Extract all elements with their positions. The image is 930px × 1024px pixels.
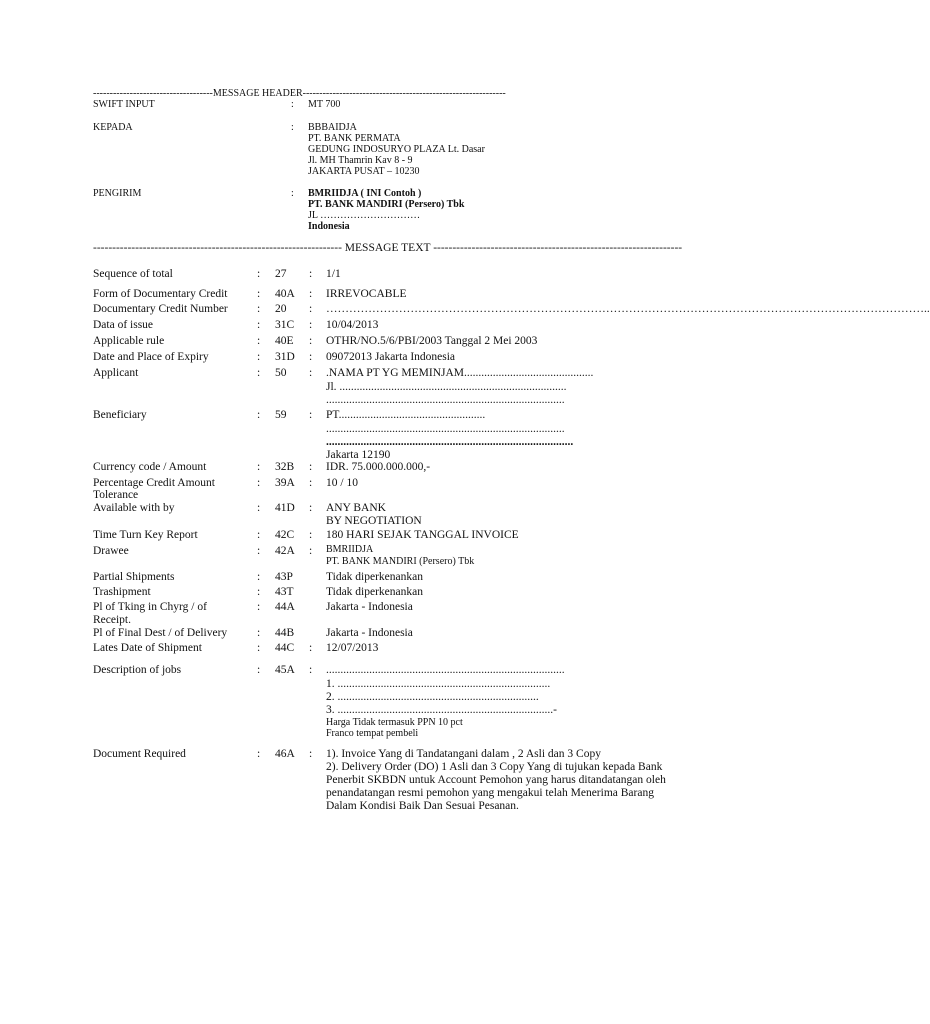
field-colon: : [309,502,313,514]
header-kepada-line: PT. BANK PERMATA [308,133,401,144]
field-colon: : [257,367,261,379]
field-label: Applicable rule [93,335,165,347]
field-value: ANY BANK [326,502,386,514]
field-label: Date and Place of Expiry [93,351,209,363]
field-label: Receipt. [93,614,131,626]
field-tag: 44C [275,642,295,654]
field-label: Data of issue [93,319,154,331]
field-value: Jakarta - Indonesia [326,601,413,613]
field-colon: : [257,529,261,541]
field-colon: : [257,545,261,557]
field-label: Sequence of total [93,268,173,280]
field-colon: : [257,748,261,760]
field-label: Description of jobs [93,664,182,676]
field-label: Document Required [93,748,186,760]
field-tag: 32B [275,461,295,473]
field-colon: : [309,303,313,315]
field-colon: : [309,335,313,347]
field-value: 10 / 10 [326,477,358,489]
field-label: Tolerance [93,489,139,501]
header-colon: : [291,122,294,133]
field-label: Pl of Tking in Chyrg / of [93,601,207,613]
field-tag: 42C [275,529,295,541]
field-colon: : [257,477,261,489]
field-colon: : [309,748,313,760]
field-value: 3. ...........................................................................- [326,704,557,716]
header-label-pengirim: PENGIRIM [93,188,142,199]
field-colon: : [309,461,313,473]
header-kepada-line: BBBAIDJA [308,122,357,133]
header-label-kepada: KEPADA [93,122,133,133]
header-pengirim-line: BMRIIDJA ( INI Contoh ) [308,188,422,199]
field-colon: : [257,601,261,613]
field-colon: : [257,627,261,639]
field-label: Available with by [93,502,175,514]
field-label: Form of Documentary Credit [93,288,228,300]
field-value: BY NEGOTIATION [326,515,422,527]
field-tag: 59 [275,409,287,421]
field-value: ................................................................................... [326,664,565,676]
field-colon: : [309,664,313,676]
field-value: 1/1 [326,268,341,280]
field-tag: 44B [275,627,295,639]
field-value: ………………………………………………………………………………………………………………………………………….. [326,303,930,315]
field-value: .NAMA PT YG MEMINJAM............................................. [326,367,594,379]
header-colon: : [291,99,294,110]
field-label: Beneficiary [93,409,147,421]
field-value: PT................................................... [326,409,486,421]
header-kepada-line: Jl. MH Thamrin Kav 8 - 9 [308,155,413,166]
field-tag: 41D [275,502,295,514]
field-value: Penerbit SKBDN untuk Account Pemohon yang harus ditandatangan oleh [326,774,666,786]
field-label: Time Turn Key Report [93,529,198,541]
field-value: Tidak diperkenankan [326,586,423,598]
field-colon: : [257,586,261,598]
field-label: Percentage Credit Amount [93,477,215,489]
field-tag: 44A [275,601,295,613]
field-value: IDR. 75.000.000.000,- [326,461,431,473]
field-value: PT. BANK MANDIRI (Persero) Tbk [326,556,475,567]
field-colon: : [257,319,261,331]
field-value: 12/07/2013 [326,642,379,654]
field-colon: : [309,288,313,300]
field-tag: 40E [275,335,294,347]
field-colon: : [309,477,313,489]
field-label: Pl of Final Dest / of Delivery [93,627,228,639]
field-value: Jakarta - Indonesia [326,627,413,639]
field-colon: : [257,268,261,280]
header-pengirim-line: Indonesia [308,221,350,232]
field-label: Currency code / Amount [93,461,207,473]
field-colon: : [257,461,261,473]
field-label: Partial Shipments [93,571,175,583]
field-colon: : [257,664,261,676]
header-kepada-line: JAKARTA PUSAT – 10230 [308,166,420,177]
header-pengirim-line: PT. BANK MANDIRI (Persero) Tbk [308,199,465,210]
field-value: Franco tempat pembeli [326,728,419,739]
field-tag: 27 [275,268,287,280]
message-text-rule: ----------------------------------------------------------------- MESSAGE TEXT ----------------------------------------------------------------- [93,242,683,254]
header-pengirim-line: JL ………………………… [308,210,421,221]
field-tag: 45A [275,664,295,676]
field-colon: : [257,571,261,583]
header-kepada-line: GEDUNG INDOSURYO PLAZA Lt. Dasar [308,144,485,155]
field-value: 180 HARI SEJAK TANGGAL INVOICE [326,529,519,541]
field-colon: : [309,351,313,363]
field-value: 1. .......................................................................... [326,678,551,690]
field-value: 2. ...................................................................... [326,691,539,703]
field-value: ................................................................................... [326,423,565,435]
field-colon: : [309,409,313,421]
field-value: BMRIIDJA [326,544,374,555]
field-value: Jakarta 12190 [326,449,391,461]
field-tag: 42A [275,545,295,557]
field-value: Dalam Kondisi Baik Dan Sesuai Pesanan. [326,800,519,812]
field-colon: : [257,351,261,363]
field-tag: 31C [275,319,295,331]
field-value: IRREVOCABLE [326,288,407,300]
header-label-swift-input: SWIFT INPUT [93,99,155,110]
field-label: Trashipment [93,586,151,598]
field-value: Tidak diperkenankan [326,571,423,583]
field-colon: : [309,642,313,654]
field-value: ................................................................................... [326,394,565,406]
field-tag: 43T [275,586,294,598]
field-colon: : [257,409,261,421]
field-tag: 39A [275,477,295,489]
field-value: OTHR/NO.5/6/PBI/2003 Tanggal 2 Mei 2003 [326,335,538,347]
field-colon: : [257,303,261,315]
field-label: Documentary Credit Number [93,303,228,315]
field-colon: : [309,268,313,280]
header-colon: : [291,188,294,199]
field-colon: : [257,288,261,300]
field-colon: : [309,367,313,379]
field-colon: : [257,502,261,514]
field-colon: : [309,529,313,541]
field-colon: : [257,335,261,347]
field-tag: 20 [275,303,287,315]
field-value: 09072013 Jakarta Indonesia [326,351,456,363]
field-value: penandatangan resmi pemohon yang mengakui telah Menerima Barang [326,787,654,799]
field-tag: 40A [275,288,295,300]
field-value: ...................................................................................... [326,436,574,448]
field-label: Drawee [93,545,129,557]
field-colon: : [309,319,313,331]
field-value: 1). Invoice Yang di Tandatangani dalam , 2 Asli dan 3 Copy [326,748,601,760]
message-header-rule: ------------------------------------MESSAGE HEADER------------------------------------------------------------- [93,88,506,99]
field-label: Lates Date of Shipment [93,642,202,654]
field-tag: 46A [275,748,295,760]
field-label: Applicant [93,367,139,379]
field-value: Harga Tidak termasuk PPN 10 pct [326,717,463,728]
field-value: 10/04/2013 [326,319,379,331]
field-value: Jl. ............................................................................... [326,381,567,393]
field-value: 2). Delivery Order (DO) 1 Asli dan 3 Copy Yang di tujukan kepada Bank [326,761,663,773]
field-colon: : [309,545,313,557]
field-tag: 50 [275,367,287,379]
header-value-swift-input: MT 700 [308,99,341,110]
field-colon: : [257,642,261,654]
field-tag: 31D [275,351,295,363]
field-tag: 43P [275,571,293,583]
